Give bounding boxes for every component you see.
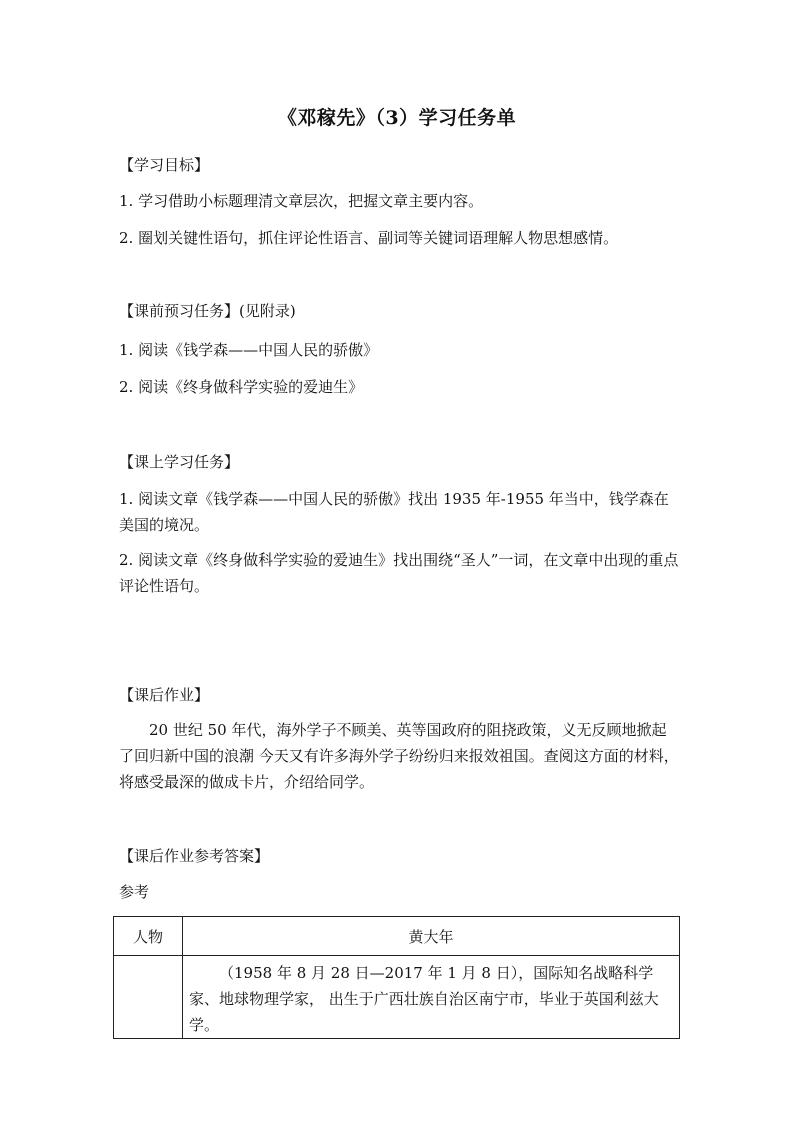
section-heading-inclass: 【课上学习任务】	[119, 453, 240, 471]
reference-table	[113, 916, 680, 1039]
section-heading-goals: 【学习目标】	[119, 156, 210, 174]
preview-item-1: 1. 阅读《钱学森——中国人民的骄傲》	[119, 341, 379, 359]
section-heading-homework: 【课后作业】	[119, 686, 210, 704]
homework-text: 20 世纪 50 年代，海外学子不顾美、英等国政府的阻挠政策，义无反顾地掀起了回归新中国的浪潮 今天又有许多海外学子纷纷归来报效祖国。查阅这方面的材料，将感受最深的做成卡片，介绍给同学。	[119, 721, 679, 791]
table-cell-description: （1958 年 8 月 28 日—2017 年 1 月 8 日），国际知名战略科学家、地球物理学家， 出生于广西壮族自治区南宁市，毕业于英国利兹大学。	[183, 956, 680, 1039]
preview-item-2: 2. 阅读《终身做科学实验的爱迪生》	[119, 378, 364, 396]
page-title: 《邓稼先》（3）学习任务单	[277, 107, 517, 129]
table-header-person: 人物	[114, 917, 183, 956]
section-heading-preview: 【课前预习任务】(见附录)	[119, 302, 296, 320]
inclass-item-1: 1. 阅读文章《钱学森——中国人民的骄傲》找出 1935 年-1955 年当中，钱学森在美国的境况。	[119, 490, 669, 534]
table-header-row	[114, 917, 680, 956]
table-row	[114, 956, 680, 1039]
goal-item-1: 1. 学习借助小标题理清文章层次，把握文章主要内容。	[119, 192, 484, 210]
table-cell-empty	[114, 956, 183, 1039]
reference-label: 参考	[119, 883, 150, 901]
inclass-item-2: 2. 阅读文章《终身做科学实验的爱迪生》找出围绕“圣人”一词，在文章中出现的重点评论性语句。	[119, 551, 679, 595]
table-header-name: 黄大年	[183, 917, 680, 956]
goal-item-2: 2. 圈划关键性语句，抓住评论性语言、副词等关键词语理解人物思想感情。	[119, 229, 619, 247]
section-heading-answers: 【课后作业参考答案】	[119, 847, 270, 865]
